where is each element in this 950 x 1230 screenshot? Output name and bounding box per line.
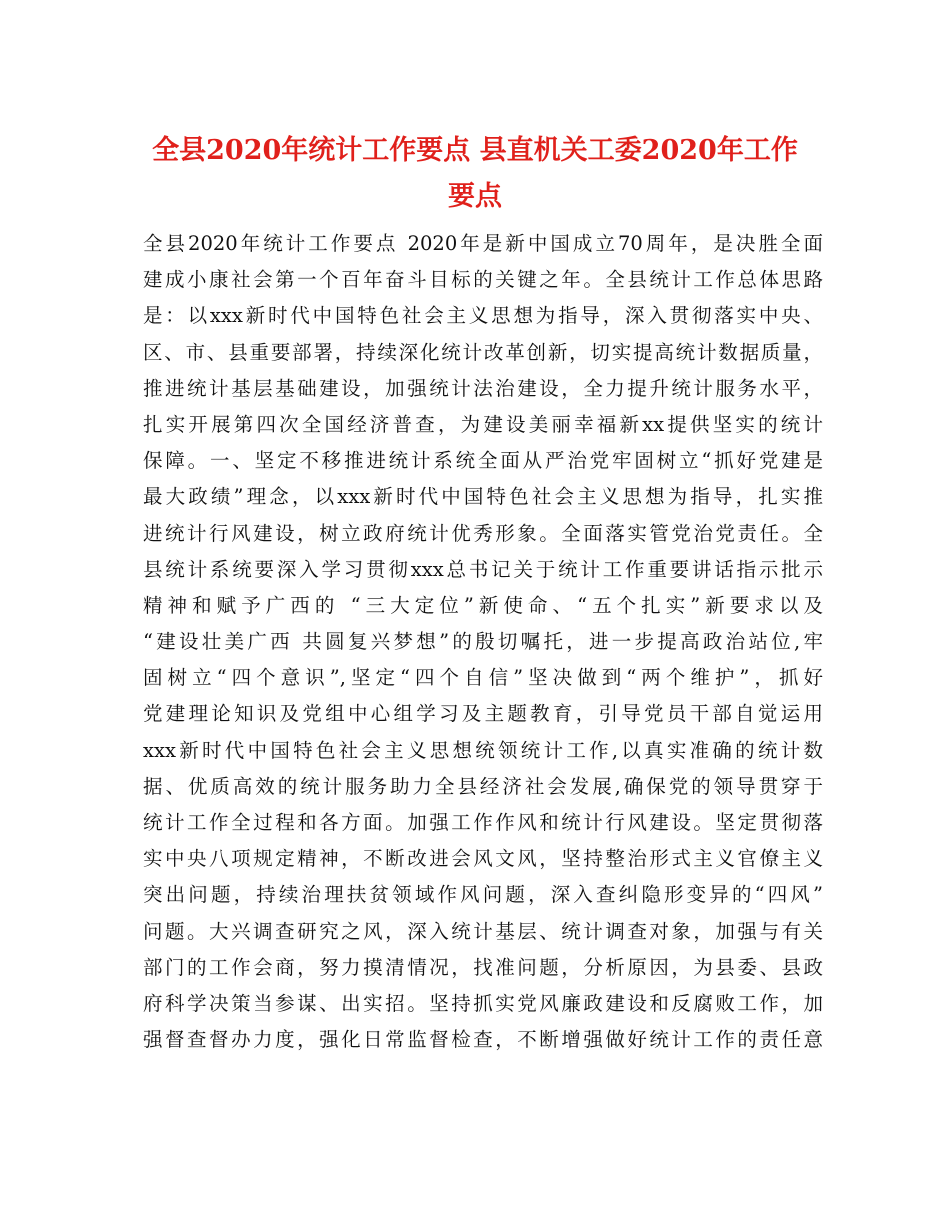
body-line: 突出问题，持续治理扶贫领域作风问题，深入查纠隐形变异的“四风” [143, 883, 823, 907]
body-line: 建成小康社会第一个百年奋斗目标的关键之年。全县统计工作总体思路 [143, 268, 823, 292]
body-line: 精神和赋予广西的 “三大定位”新使命、“五个扎实”新要求以及 [143, 593, 823, 617]
body-line: 推进统计基层基础建设，加强统计法治建设，全力提升统计服务水平， [143, 376, 823, 400]
body-line: 保障。一、坚定不移推进统计系统全面从严治党牢固树立“抓好党建是 [143, 449, 823, 473]
body-line: xxx新时代中国特色社会主义思想统领统计工作,以真实准确的统计数 [143, 738, 823, 762]
body-line: 县统计系统要深入学习贯彻xxx总书记关于统计工作重要讲话指示批示 [143, 557, 823, 581]
body-line: 部门的工作会商，努力摸清情况，找准问题，分析原因，为县委、县政 [143, 955, 823, 979]
body-line: 固树立“四个意识”,坚定“四个自信”坚决做到“两个维护”，抓好 [143, 666, 823, 690]
document-title-line-2: 要点 [448, 181, 502, 212]
body-line: “建设壮美广西 共圆复兴梦想”的殷切嘱托，进一步提高政治站位,牢 [143, 630, 823, 654]
body-line: 强督查督办力度，强化日常监督检查，不断增强做好统计工作的责任意 [143, 1028, 823, 1052]
body-line: 进统计行风建设，树立政府统计优秀形象。全面落实管党治党责任。全 [143, 521, 823, 545]
body-line: 党建理论知识及党组中心组学习及主题教育，引导党员干部自觉运用 [143, 702, 823, 726]
body-line: 府科学决策当参谋、出实招。坚持抓实党风廉政建设和反腐败工作，加 [143, 991, 823, 1015]
body-line: 问题。大兴调查研究之风，深入统计基层、统计调查对象，加强与有关 [143, 919, 823, 943]
body-line: 区、市、县重要部署，持续深化统计改革创新，切实提高统计数据质量， [143, 340, 823, 364]
body-line: 统计工作全过程和各方面。加强工作作风和统计行风建设。坚定贯彻落 [143, 811, 823, 834]
body-line: 最大政绩”理念，以xxx新时代中国特色社会主义思想为指导，扎实推 [143, 485, 823, 509]
body-line: 扎实开展第四次全国经济普查，为建设美丽幸福新xx提供坚实的统计 [143, 412, 823, 436]
document-body [143, 226, 823, 1058]
body-line: 全县2020年统计工作要点 2020年是新中国成立70周年，是决胜全面 [143, 232, 823, 255]
body-line: 据、优质高效的统计服务助力全县经济社会发展,确保党的领导贯穿于 [143, 774, 823, 798]
document-title-line-1: 全县2020年统计工作要点 县直机关工委2020年工作 [152, 135, 798, 166]
body-line: 实中央八项规定精神，不断改进会风文风，坚持整治形式主义官僚主义 [143, 847, 823, 871]
body-line: 是：以xxx新时代中国特色社会主义思想为指导，深入贯彻落实中央、 [143, 304, 823, 328]
